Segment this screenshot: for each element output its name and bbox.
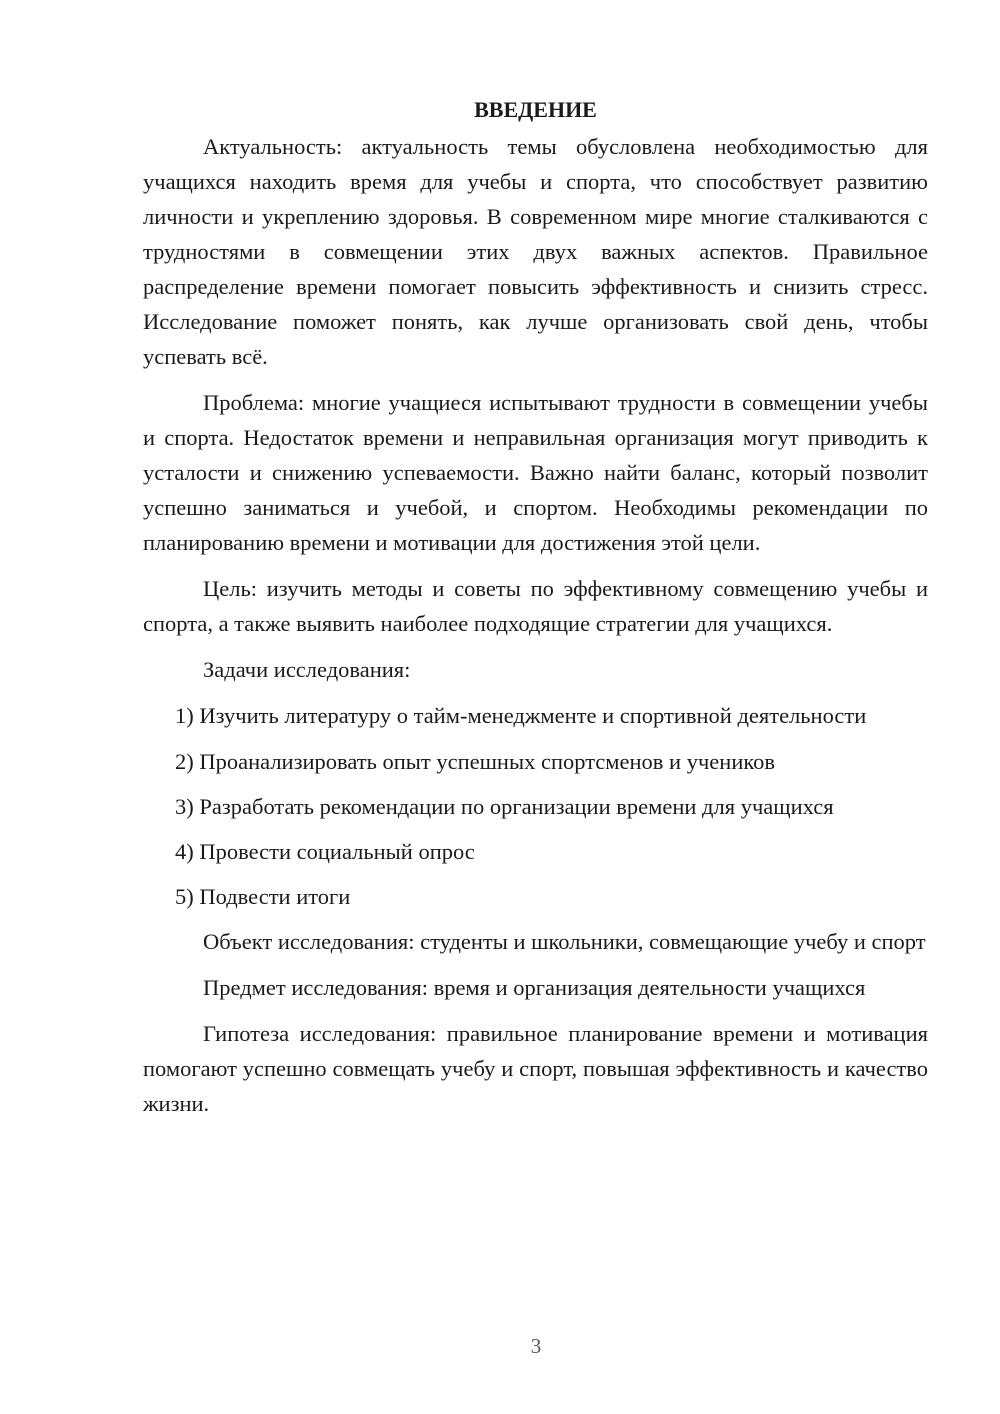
hypothesis-paragraph: Гипотеза исследования: правильное планирование времени и мотивация помогают успешно совмещать учебу и спорт, повышая эффективность и качество жизни. bbox=[143, 1021, 928, 1116]
task-item-3: 3) Разработать рекомендации по организации времени для учащихся bbox=[175, 794, 834, 819]
object-paragraph: Объект исследования: студенты и школьники, совмещающие учебу и спорт bbox=[203, 929, 926, 954]
subject-paragraph: Предмет исследования: время и организация деятельности учащихся bbox=[203, 975, 866, 1000]
tasks-heading: Задачи исследования: bbox=[203, 657, 411, 682]
task-item-2: 2) Проанализировать опыт успешных спортсменов и учеников bbox=[175, 749, 776, 774]
task-item-1: 1) Изучить литературу о тайм-менеджменте и спортивной деятельности bbox=[175, 703, 867, 728]
page-title: ВВЕДЕНИЕ bbox=[474, 97, 597, 122]
goal-paragraph: Цель: изучить методы и советы по эффективному совмещению учебы и спорта, а также выявить наиболее подходящие стратегии для учащихся. bbox=[143, 576, 928, 636]
relevance-paragraph: Актуальность: актуальность темы обусловлена необходимостью для учащихся находить время для учебы и спорта, что способствует развитию личности и укреплению здоровья. В современном мире многие сталкиваются с трудностями в совмещении этих двух важных аспектов. Правильное распределение времени помогает повысить эффективность и снизить стресс. Исследование поможет понять, как лучше организовать свой день, чтобы успевать всё. bbox=[143, 134, 928, 369]
page-number: 3 bbox=[530, 1334, 542, 1358]
document-page bbox=[143, 92, 928, 1132]
problem-paragraph: Проблема: многие учащиеся испытывают трудности в совмещении учебы и спорта. Недостаток времени и неправильная организация могут приводить к усталости и снижению успеваемости. Важно найти баланс, который позволит успешно заниматься и учебой, и спортом. Необходимы рекомендации по планированию времени и мотивации для достижения этой цели. bbox=[143, 390, 928, 555]
task-item-4: 4) Провести социальный опрос bbox=[175, 839, 475, 864]
task-item-5: 5) Подвести итоги bbox=[175, 884, 351, 909]
